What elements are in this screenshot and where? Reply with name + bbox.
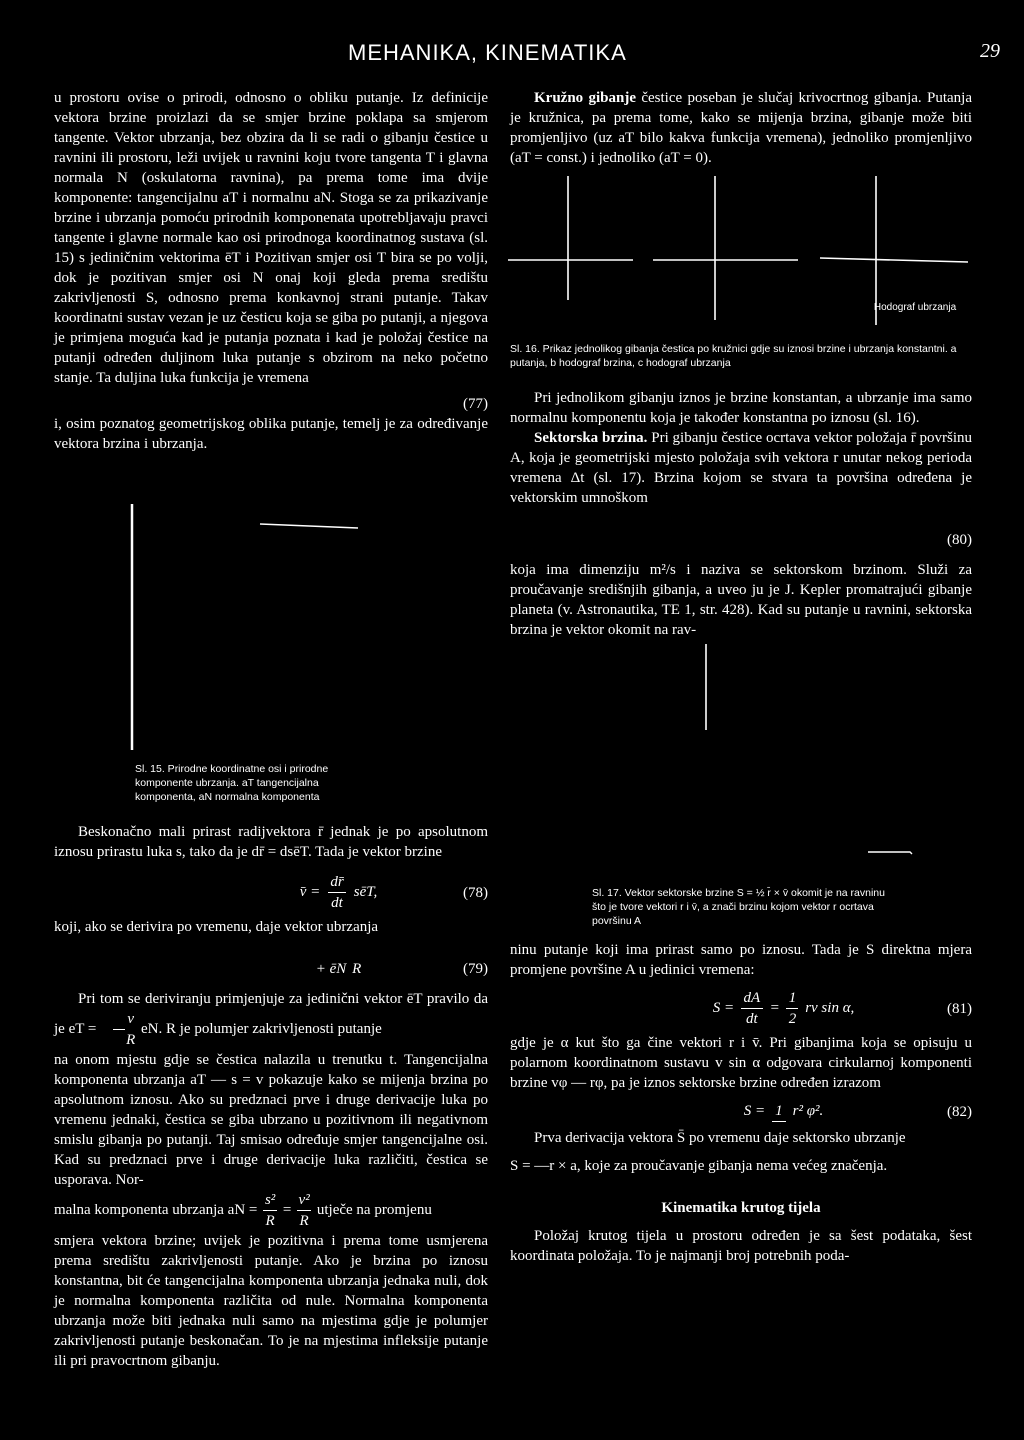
eq82-lhs: S = [743,1103,766,1119]
equation-81-number: (81) [947,1000,972,1017]
p5c-frac2-den: R [299,1213,309,1229]
left-paragraph-5c [54,1190,488,1231]
eq82-numerator: 1 [775,1103,783,1120]
eq81-frac2-num: 1 [788,990,797,1006]
right-paragraph-9: Položaj krutog tijela u prostoru određen je sa šest podataka, šest koordinata položaja. To je najmanji broj potrebnih poda- [510,1228,972,1265]
sektorska-brzina-bold: Sektorska brzina. [534,430,648,446]
left-column-bottom [54,822,488,1371]
figure-17-caption: Sl. 17. Vektor sektorske brzine S = ½ r̄ × v̄ okomit je na ravninu što je tvore vektori r i v̄, a znači brzinu kojom vektor r ocrtava površinu A [592,887,885,927]
section-heading: Kinematika krutog tijela [661,1200,821,1217]
right-paragraph-1-text: čestice poseban je slučaj krivocrtnog gibanja. Putanja je kružnica, pa prema tome, kako se mijenja brzina, gibanje može biti promjenljivo (uz aT bilo kakva funkcija vremena), jednoliko promjenljivo (aT = const.) i jednoliko (aT = 0). [510,90,972,166]
left-paragraph-5a [54,989,488,1050]
eq81-frac2-den: 2 [788,1011,797,1027]
left-paragraph-2: i, osim poznatog geometrijskog oblika putanje, temelj je za određivanje vektora brzina i ubrzanja. [54,416,488,452]
figure-16-caption: Sl. 16. Prikaz jednolikog gibanja čestica po kružnici gdje su iznosi brzine i ubrzanja konstantni. a putanja, b hodograf brzina, c hodograf ubrzanja [510,343,957,369]
eq81-frac1-num: dA [743,990,761,1006]
left-column-top [54,88,488,454]
p5a-denominator: R [126,1032,136,1048]
p5c-pre: malna komponenta ubrzanja aN = [54,1201,258,1218]
eq81-equals: = [769,999,780,1016]
equation-80-number: (80) [947,532,972,548]
right-paragraph-3 [510,428,972,508]
left-paragraph-6: smjera vektora brzine; uvijek je pozitivna i prema tome usmjerena prema središtu zakrivljenosti putanje. Ako je brzina po iznosu konstantna, bit će tangencijalna komponenta ubrzanja jednaka nuli, dok je normalna komponenta različita od nule. Normalna komponenta ubrzanja može biti jednaka nuli samo na mjestima gdje je polumjer zakrivljenosti putanje beskonačan. To je na mjestima infleksije putanje ili pri pravocrtnom gibanju. [54,1233,488,1369]
right-column-top [510,88,972,168]
page-number: 29 [980,40,1000,62]
p5c-frac1-den: R [265,1213,275,1229]
p5c-post: utječe na promjenu [316,1201,432,1218]
page-header [0,40,1024,70]
left-paragraph-1: u prostoru ovise o prirodi, odnosno o obliku putanje. Iz definicije vektora brzine proizlazi da se smjer brzine poklapa sa smjerom tangente. Vektor ubrzanja, bez obzira da li se radi o gibanju čestice u ravnini ili prostoru, leži uvijek u ravnini koju tvore tangenta T i glavna normala N (oskulatorna ravnina), pa prema tome ima dvije komponente: tangencijalnu aT i normalnu aN. Stoga se za prikazivanje brzine i ubrzanja pomoću prirodnih komponenata upotrebljavaju pravci tangente i glavne normale kao osi prirodnoga koordinatnog sustava (sl. 15) s jediničnim vektorima ēT i Pozitivan smjer osi T bira se po volji, dok je pozitivan smjer osi N onaj koji gleda prema središtu zakrivljenosti S, odnosno prema konkavnoj strani putanje. Takav koordinatni sustav vezan je uz česticu koja se giba po putanji, a njegova je primjena moguća kad je putanja poznata i kad je položaj čestice na putanji određen duljinom luka putanje s obzirom na neko početno stanje. Ta duljina luka funkcija je vremena [54,90,488,386]
right-paragraph-4: koja ima dimenziju m²/s i naziva se sektorskom brzinom. Služi za proučavanje središnjih gibanja, a uveo ju je J. Kepler promatrajući gibanje planeta (v. Astronautika, TE 1, str. 428). Kad su putanje u ravnini, sektorska brzina je vektor okomit na rav- [510,562,972,638]
left-paragraph-5b: na onom mjestu gdje se čestica nalazila u trenutku t. Tangencijalna komponenta ubrzanja aT — s = v pokazuje kako se mijenja brzina po apsolutnom iznosu. Ako su predznaci prve i druge derivacije luka po vremenu jednaki, čestica se giba ubrzano u pozitivnom ili negativnom smislu gibanja po putanji. Taj smisao određuje smjer tangencijalne osi. Kad su predznaci prve i druge derivacije luka različiti, čestica se usporava. Nor- [54,1052,488,1188]
eq79-body: + ēN [315,961,347,977]
right-column-middle [510,388,972,640]
left-paragraph-4: koji, ako se derivira po vremenu, daje vektor ubrzanja [54,919,379,935]
eq78-rhs: sēT, [353,883,378,900]
left-paragraph-3: Beskonačno mali prirast radijvektora r̄ jednak je po apsolutnom iznosu prirastu luka s, tako da je dr̄ = dsēT. Tada je vektor brzine [54,824,488,860]
p5c-equals: = [282,1201,292,1218]
running-title: MEHANIKA, KINEMATIKA [348,40,627,65]
p5a-text: Pri tom se deriviranju primjenjuje za jedinični vektor ēT pravilo da je eT = [54,991,488,1037]
eq79-denominator: R [352,961,362,977]
eq82-rhs: r² φ². [792,1103,824,1119]
kruzno-gibanje-bold: Kružno gibanje [534,90,637,106]
equation-79 [54,959,488,979]
equation-78-number: (78) [463,884,488,901]
p5a-numerator: v [127,1011,135,1027]
eq78-denominator: dt [331,895,343,911]
right-paragraph-8: S = —r × a, koje za proučavanje gibanja nema većeg značenja. [510,1158,888,1175]
right-paragraph-6: gdje je α kut što ga čine vektori r i v̄. Pri gibanjima koja se opisuju u polarnom koordinatnom sustavu v sin α odgovara cirkularnoj komponenti brzine vφ — rφ, pa je iznos sektorske brzine određen izrazom [510,1035,972,1091]
figure-15-caption: Sl. 15. Prirodne koordinatne osi i prirodne komponente ubrzanja. aT tangencijalna komponenta, aN normalna komponenta [135,763,329,803]
eq78-numerator: dr̄ [330,874,344,890]
right-paragraph-7: Prva derivacija vektora S̄ po vremenu daje sektorsko ubrzanje [534,1130,906,1147]
eq81-rhs: rv sin α, [805,999,855,1016]
equation-81 [510,988,972,1029]
p5c-frac1-num: s² [264,1192,276,1208]
right-column-bottom [510,940,972,1266]
equation-79-number: (79) [463,961,488,977]
eq81-lhs: S = [712,999,735,1016]
right-paragraph-2: Pri jednolikom gibanju iznos je brzine konstantan, a ubrzanje ima samo normalnu komponentu koja je također konstantna po iznosu (sl. 16). [510,390,972,426]
p5c-frac2-num: v² [298,1192,310,1208]
p5a-tail: eN. R je polumjer zakrivljenosti putanje [141,1020,382,1037]
figure-15-drawing [120,500,380,770]
eq78-lhs: v̄ = [299,883,321,900]
eq81-frac1-den: dt [745,1011,758,1027]
figure-17-drawing [700,640,960,870]
right-paragraph-1 [510,88,972,168]
right-paragraph-3-text: Pri gibanju čestice ocrtava vektor položaja r̄ površinu A, koja je geometrijski mjesto položaja svih vektora r unutar nekog perioda vremena Δt (sl. 17). Brzina kojom se stvara ta površina određena je vektorskim umnoškom [510,430,973,506]
figure-16-drawing [508,170,978,340]
right-paragraph-5: ninu putanje koji ima prirast samo po iznosu. Tada je S direktna mjera promjene površine A u jedinici vremena: [510,942,972,978]
equation-77-number: (77) [463,396,488,412]
figure-16-label-hodograf: Hodograf ubrzanja [873,302,957,313]
equation-82-number: (82) [947,1103,972,1120]
equation-78 [54,872,488,913]
equation-82 [510,1101,972,1122]
